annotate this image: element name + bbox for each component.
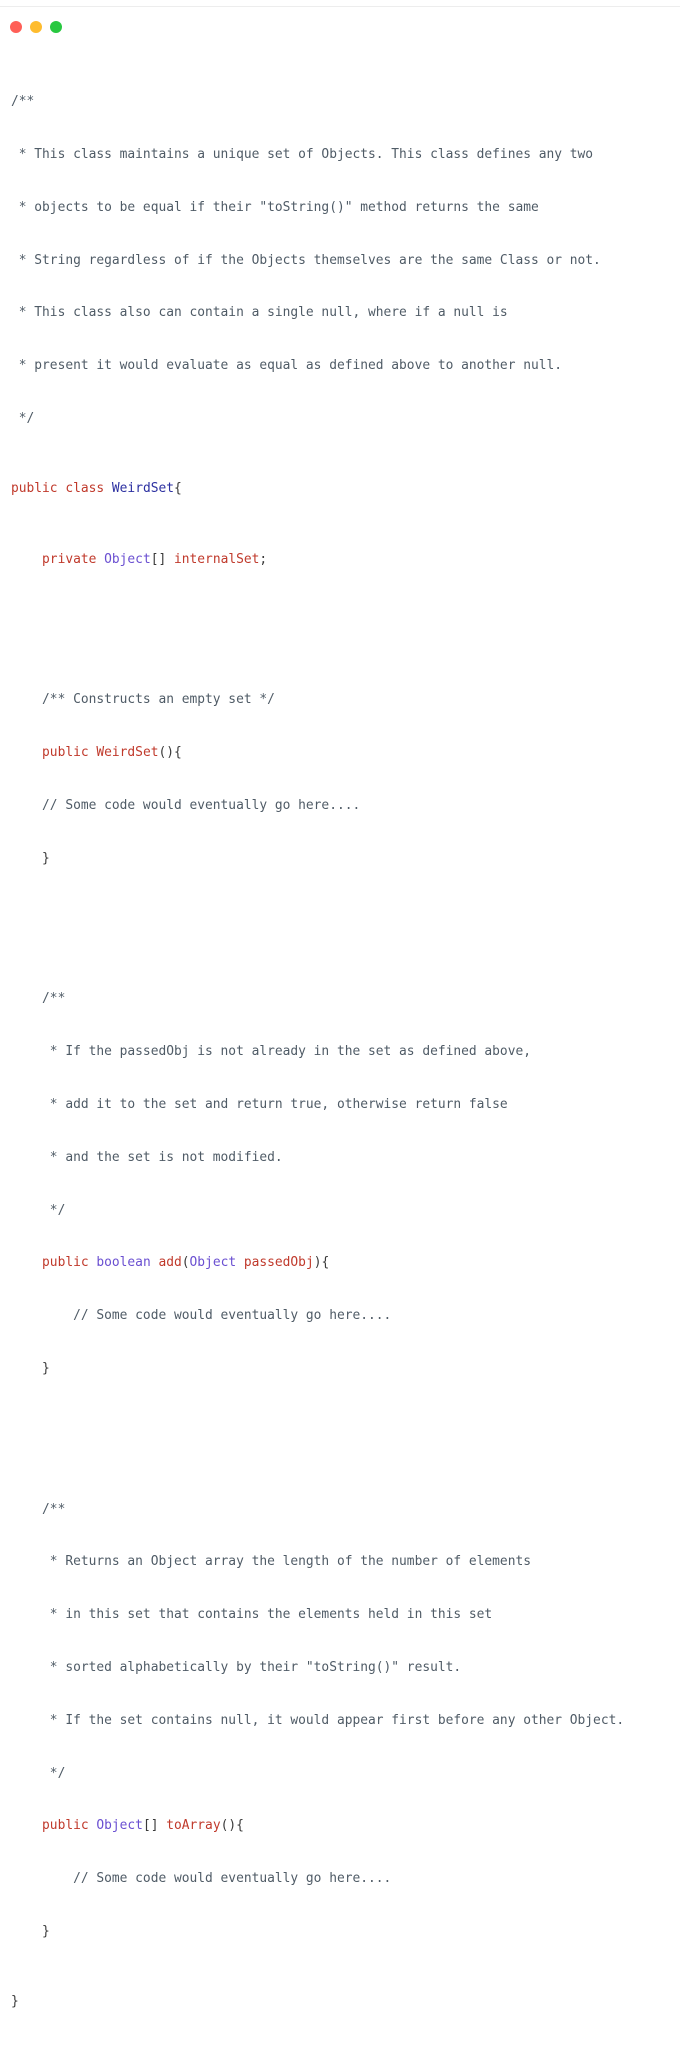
code-block xyxy=(11,58,676,2046)
field-declaration xyxy=(11,551,676,569)
code-line: * and the set is not modified. xyxy=(11,1149,283,1165)
code-line: /** Constructs an empty set */ xyxy=(11,692,275,708)
method-declaration xyxy=(11,1254,676,1272)
code-line: } xyxy=(11,850,50,866)
indent xyxy=(11,1818,42,1833)
code-window xyxy=(0,6,680,2010)
punctuation: ){ xyxy=(313,1255,330,1271)
method-name: add xyxy=(158,1255,182,1271)
blank-line xyxy=(11,920,676,938)
punctuation: (){ xyxy=(220,1818,244,1834)
code-line: /** xyxy=(11,94,35,110)
punctuation: [] xyxy=(142,1818,167,1834)
blank-line xyxy=(11,1430,676,1448)
constructor-declaration xyxy=(11,744,676,762)
keyword: public xyxy=(42,1255,97,1271)
param-name: passedObj xyxy=(243,1255,314,1271)
code-line: * If the set contains null, it would appear first before any other Object. xyxy=(11,1712,625,1728)
code-line: // Some code would eventually go here.... xyxy=(11,797,361,813)
indent xyxy=(11,552,42,567)
code-line: * sorted alphabetically by their "toString()" result. xyxy=(11,1660,462,1676)
punctuation: (){ xyxy=(158,745,182,761)
keyword: private xyxy=(42,551,105,567)
code-line: * objects to be equal if their "toString()" method returns the same xyxy=(11,199,539,215)
type-name: boolean xyxy=(96,1255,159,1271)
type-name: Object xyxy=(104,551,151,567)
param-type: Object xyxy=(189,1255,244,1271)
code-line: // Some code would eventually go here.... xyxy=(11,1308,392,1324)
keyword: public class xyxy=(11,481,112,497)
code-line: * This class maintains a unique set of Objects. This class defines any two xyxy=(11,146,594,162)
minimize-icon[interactable] xyxy=(30,21,42,33)
method-name: toArray xyxy=(166,1818,221,1834)
class-declaration xyxy=(11,480,676,498)
code-line: // Some code would eventually go here.... xyxy=(11,1871,392,1887)
code-line: */ xyxy=(11,1202,66,1218)
indent xyxy=(11,1255,42,1270)
code-line: */ xyxy=(11,1765,66,1781)
code-line: } xyxy=(11,1360,50,1376)
code-line: * This class also can contain a single null, where if a null is xyxy=(11,305,508,321)
indent xyxy=(11,745,42,760)
code-line: */ xyxy=(11,410,35,426)
punctuation: [] xyxy=(150,551,175,567)
field-name: internalSet xyxy=(174,551,260,567)
code-line: * present it would evaluate as equal as defined above to another null. xyxy=(11,358,563,374)
maximize-icon[interactable] xyxy=(50,21,62,33)
method-name: WeirdSet xyxy=(96,745,159,761)
punctuation: { xyxy=(174,481,182,497)
blank-line xyxy=(11,621,676,639)
keyword: public xyxy=(42,1818,97,1834)
type-name: Object xyxy=(96,1818,143,1834)
code-line: * Returns an Object array the length of the number of elements xyxy=(11,1554,531,1570)
code-line: * add it to the set and return true, otherwise return false xyxy=(11,1097,508,1113)
window-titlebar xyxy=(0,7,680,41)
code-line: * If the passedObj is not already in the set as defined above, xyxy=(11,1044,531,1060)
class-name: WeirdSet xyxy=(111,481,174,497)
code-line: /** xyxy=(11,1501,66,1517)
code-line: * in this set that contains the elements held in this set xyxy=(11,1607,493,1623)
keyword: public xyxy=(42,745,97,761)
close-icon[interactable] xyxy=(10,21,22,33)
punctuation: ( xyxy=(181,1255,190,1271)
code-line: /** xyxy=(11,991,66,1007)
code-line: } xyxy=(11,1994,19,2010)
code-line: * String regardless of if the Objects themselves are the same Class or not. xyxy=(11,252,601,268)
punctuation: ; xyxy=(259,551,268,567)
code-line: } xyxy=(11,1923,50,1939)
method-declaration xyxy=(11,1817,676,1835)
